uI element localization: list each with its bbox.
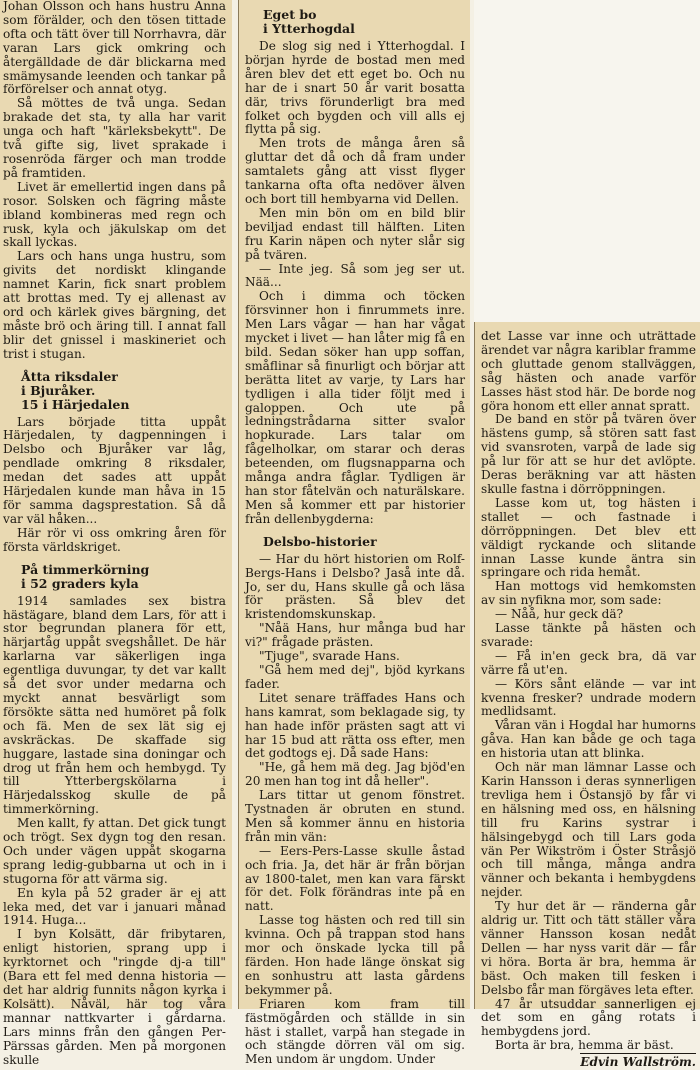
heading-line: Delsbo-historier bbox=[263, 533, 377, 549]
paragraph: — Inte jeg. Så som jeg ser ut. Nää... bbox=[245, 261, 465, 290]
paragraph: — Körs sånt elände — var int kvenna fresker? undrade modern medlidsamt. bbox=[481, 676, 696, 719]
blank-area bbox=[474, 0, 700, 322]
paragraph: Lars började titta uppåt Härjedalen, ty dagpenningen i Delsbo och Bjuråker var låg, pendlade omkring 8 riksdaler, medan det sades att uppåt Härjedalen kunde man håva in 15 för samma dagsprestation. Så då var väl håken... bbox=[3, 414, 226, 526]
heading-line: i 52 graders kyla bbox=[21, 575, 139, 591]
paragraph: Han mottogs vid hemkomsten av sin nyfikna mor, som sade: bbox=[481, 579, 696, 608]
heading-line: Åtta riksdaler bbox=[21, 368, 118, 384]
section-heading bbox=[245, 535, 465, 549]
paragraph: det Lasse var inne och uträttade ärendet var några kariblar framme och gluttade genom stallväggen, såg hästen och anade varför Lasses häst stod här. De borde nog göra honom ett eller annat spratt. bbox=[481, 329, 696, 413]
paragraph: Här rör vi oss omkring åren för första världskriget. bbox=[3, 525, 226, 554]
paragraph: Men kallt, fy attan. Det gick tungt och trögt. Sex dygn tog den resan. Och under vägen uppåt skogarna sprang ledig-gubbarna ut och in i stugorna för att värma sig. bbox=[3, 816, 226, 886]
paragraph: De band en stör på tvären över hästens gump, så stören satt fast vid svansroten, varpå de lade sig på lur för att se hur det avlöpte. Deras beräkning var att hästen skulle fastna i dörröppningen. bbox=[481, 412, 696, 496]
paragraph: — Har du hört historien om Rolf-Bergs-Hans i Delsbo? Jaså inte då. Jo, ser du, Hans skulle gå och läsa för prästen. Så blev det kristendomskunskap. bbox=[245, 551, 465, 622]
section-heading bbox=[3, 563, 226, 591]
paragraph: — Nåå, hur geck dä? bbox=[495, 607, 624, 622]
section-heading bbox=[3, 370, 226, 412]
paragraph: I byn Kolsätt, där fribytaren, enligt historien, sprang upp i kyrktornet och "ringde dj-a till" (Bara ett fel med denna historia — det har aldrig funnits någon kyrka i Kolsätt). Nåväl, här tog våra mannar nattkvarter i gårdarna. Lars minns från den gången Per-Pärssas gården. Men på morgonen skulle bbox=[3, 927, 226, 1067]
heading-line: 15 i Härjedalen bbox=[21, 396, 130, 412]
paragraph: Lasse kom ut, tog hästen i stallet — och fastnade i dörröppningen. Det blev ett väldigt ryckande och slitande innan Lasse kunde äntra sin springare och rida hemåt. bbox=[481, 495, 696, 580]
paragraph: — Få in'en geck bra, dä var värre få ut'en. bbox=[481, 648, 696, 677]
paragraph: De slog sig ned i Ytterhogdal. I början hyrde de bostad men med åren blev det ett eget bo. Och nu har de i snart 50 år varit bosatta där, trivs förunderligt bra med folket och bygden och vill alls ej flytta på sig. bbox=[245, 39, 465, 137]
paragraph: Ty hur det är — ränderna går aldrig ur. Titt och tätt ställer våra vänner Hansson kosan nedåt Dellen — har nyss varit där — får vi höra. Borta är bra, hemma är bäst. Och maken till fesken i Delsbo får man förgäves leta efter. bbox=[481, 899, 696, 997]
paragraph: Och i dimma och töcken försvinner hon i finrummets inre. Men Lars vågar — han har vågat mycket i livet — han låter mig få en bild. Sedan söker han upp soffan, småflinar så finurligt och börjar att berätta litet av varje, ty Lars har tydligen i alla tider följt med i galoppen. Och ute på ledningstrådarna sitter svalor hopkurade. Lars talar om fågelholkar, om starar och deras beteenden, om flugsnapparna och många andra fåglar. Tydligen är han stor fåtelvän och naturälskare. Men så kommer ett par historier från dellenbygderna: bbox=[245, 289, 465, 526]
paragraph: Och när man lämnar Lasse och Karin Hansson i deras synnerligen trevliga hem i Östansjö by får vi en hälsning med oss, en hälsning till fru Karins systrar i hälsingebygd och till Lars goda vän Per Wikström i Öster Stråsjö och till många, många andra vänner och bekanta i hembygdens nejder. bbox=[481, 760, 696, 900]
paragraph: Lars och hans unga hustru, som givits det nordiskt klingande namnet Karin, fick snart problem att brottas med. Ty ej allenast av ord och kärlek gives bärgning, det måste brö och äring till. I annat fall blir det gnissel i maskineriet och trist i stugan. bbox=[3, 249, 226, 361]
paragraph: Så möttes de två unga. Sedan brakade det sta, ty alla har varit unga och haft "kärleksbekytt". De två gifte sig, livet sprakade i rosenröda färger och man trodde på framtiden. bbox=[3, 96, 226, 180]
paragraph: Livet är emellertid ingen dans på rosor. Solsken och fägring måste ibland kombineras med regn och rusk, kyla och jäkulskap om det skall lyckas. bbox=[3, 179, 226, 250]
column-3 bbox=[474, 322, 700, 1070]
paragraph: 47 år utsuddar sannerligen ej det som en gång rotats i hembygdens jord. bbox=[481, 996, 696, 1039]
paragraph: Litet senare träffades Hans och hans kamrat, som beklagade sig, ty han hade inför prästen sagt att vi har 15 bud att rätta oss efter, men det godtogs ej. Då sade Hans: bbox=[245, 690, 465, 761]
heading-line: Eget bo bbox=[263, 7, 317, 22]
paragraph: Friaren kom fram till fästmögården och ställde in sin häst i stallet, varpå han stegade in och stängde dörren väl om sig. Men undom är ungdom. Under bbox=[245, 996, 465, 1067]
heading-line: i Bjuråker. bbox=[21, 382, 96, 398]
section-heading bbox=[245, 8, 465, 36]
paragraph: "He, gå hem mä deg. Jag bjöd'en 20 men han tog int då heller". bbox=[245, 760, 465, 789]
column-2 bbox=[238, 0, 470, 1067]
paragraph: "Nåä Hans, hur många bud har vi?" frågade prästen. bbox=[245, 621, 465, 650]
column-1 bbox=[0, 0, 232, 1067]
paragraph: 1914 samlades sex bistra hästägare, bland dem Lars, för att i stor begrundan planera för ett, härjartåg uppåt svegshållet. De här karlarna var säkerligen inga egentliga duvungar, ty det var kallt så det svor under medarna och myckt annat besvärligt som försökte sätta ned humöret på folk och fä. Men de sex lät sig ej avskräckas. De skaffade sig huggare, lastade sina doningar och drog ut från hem och hembygd. Ty till Ytterbergskölarna i Härjedalsskog skulle de på timmerkörning. bbox=[3, 593, 226, 817]
paragraph: — Eers-Pers-Lasse skulle åstad och fria. Ja, det här är från början av 1800-talet, men kan vara färskt för det. Folk förändras inte på en natt. bbox=[245, 843, 465, 914]
paragraph: Men trots de många åren så gluttar det då och då fram under samtalets gång att visst flyger tankarna ofta ofta nedöver älven och bort till hembyarna vid Dellen. bbox=[245, 136, 465, 206]
author-signature: Edvin Wallström. bbox=[580, 1055, 696, 1070]
paragraph: Borta är bra, hemma är bäst. bbox=[495, 1038, 674, 1053]
heading-line: i Ytterhogdal bbox=[263, 21, 355, 36]
paragraph: Lasse tog hästen och red till sin kvinna. Och på trappan stod hans mor och önskade lycka till på färden. Hon hade länge önskat sig en sonhustru att lasta gårdens bekymmer på. bbox=[245, 913, 465, 997]
paragraph: Lasse tänkte på hästen och svarade: bbox=[481, 621, 696, 649]
paragraph: Våran vän i Hogdal har humorns gåva. Han kan både ge och taga en historia utan att blinka. bbox=[481, 718, 696, 761]
paragraph: En kyla på 52 grader är ej att leka med, det var i januari månad 1914. Huga... bbox=[3, 885, 226, 928]
paragraph: "Tjuge", svarade Hans. bbox=[259, 649, 400, 664]
paragraph: "Gå hem med dej", bjöd kyrkans fader. bbox=[245, 662, 465, 691]
heading-line: På timmerkörning bbox=[21, 561, 150, 577]
paragraph: Lars tittar ut genom fönstret. Tystnaden är obruten en stund. Men så kommer ännu en historia från min vän: bbox=[245, 788, 465, 844]
paragraph: Johan Olsson och hans hustru Anna som förälder, och den tösen tittade ofta och tätt över till Norrhavra, där varan Lars gick omkring och återgälldade de där blickarna med smämysande leenden och tankar på förförelser och annat otyg. bbox=[3, 0, 226, 97]
paragraph: Men min bön om en bild blir beviljad endast till hälften. Liten fru Karin näpen och nyter slår sig på tvären. bbox=[245, 205, 465, 262]
